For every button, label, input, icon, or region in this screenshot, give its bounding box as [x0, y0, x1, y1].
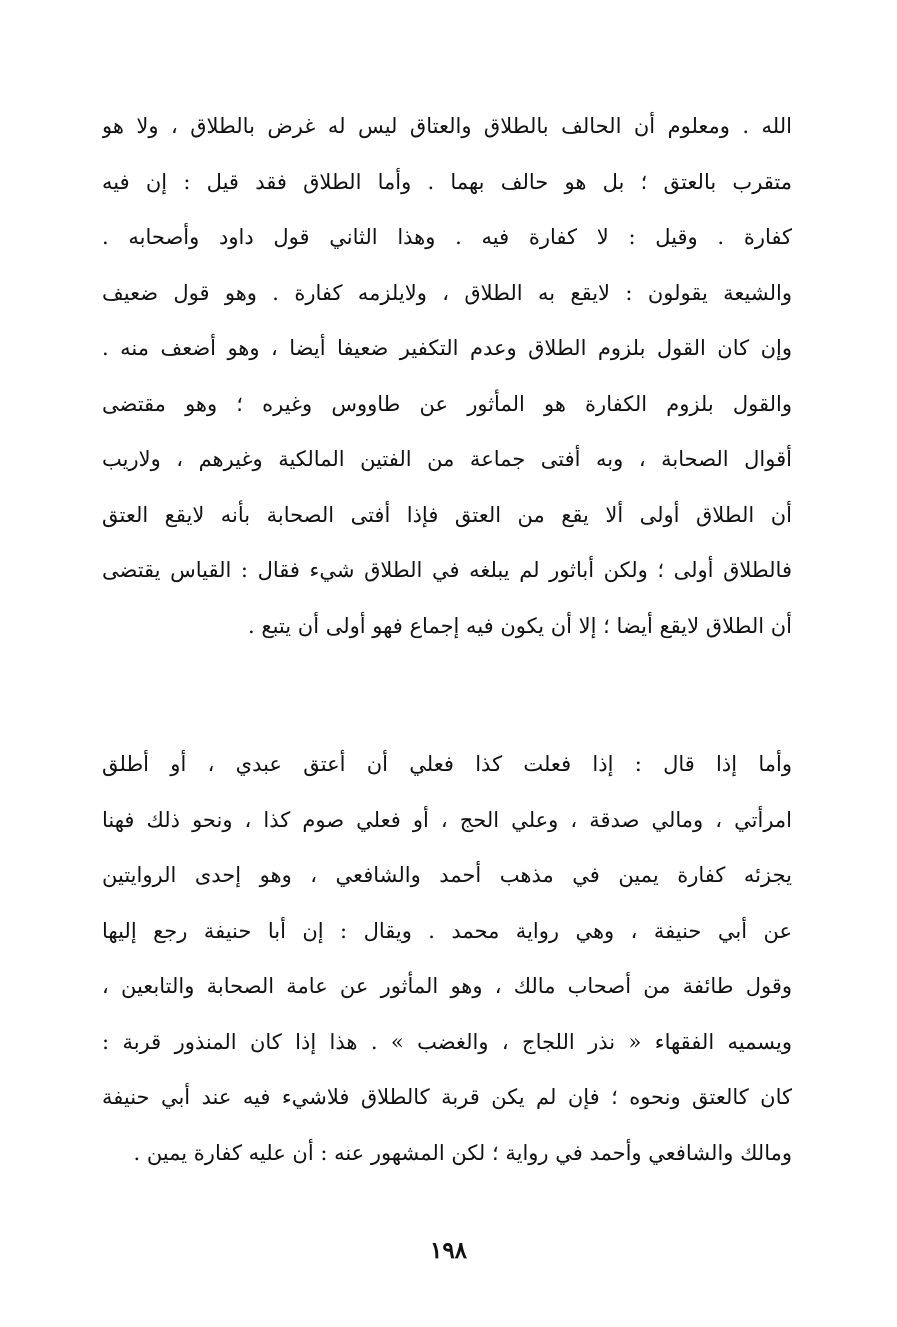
text-line: أن الطلاق أولى ألا يقع من العتق فإذا أفتى الصحابة بأنه لايقع العتق	[102, 502, 792, 527]
text-line: وقول طائفة من أصحاب مالك ، وهو المأثور عن عامة الصحابة والتابعين ،	[102, 974, 792, 998]
text-line: عن أبي حنيفة ، وهي رواية محمد . ويقال : إن أبا حنيفة رجع إليها	[102, 918, 792, 943]
text-line: الله . ومعلوم أن الحالف بالطلاق والعتاق ليس له غرض بالطلاق ، ولا هو	[102, 114, 792, 138]
text-line: كان كالعتق ونحوه ؛ فإن لم يكن قربة كالطلاق فلاشيء فيه عند أبي حنيفة	[102, 1085, 792, 1109]
page-number: ١٩٨	[429, 1237, 468, 1264]
text-line: أقوال الصحابة ، وبه أفتى جماعة من الفتين المالكية وغيرهم ، ولاريب	[102, 447, 792, 471]
text-line: فالطلاق أولى ؛ ولكن أباثور لم يبلغه في الطلاق شيء فقال : القياس يقتضى	[102, 558, 792, 582]
text-line: والقول بلزوم الكفارة هو المأثور عن طاووس وغيره ؛ وهو مقتضى	[102, 391, 792, 416]
text-line: ومالك والشافعي وأحمد في رواية ؛ لكن المشهور عنه : أن عليه كفارة يمين .	[133, 1140, 792, 1165]
text-line: متقرب بالعتق ؛ بل هو حالف بهما . وأما الطلاق فقد قيل : إن فيه	[102, 169, 792, 194]
text-line: أن الطلاق لايقع أيضا ؛ إلا أن يكون فيه إجماع فهو أولى أن يتبع .	[248, 613, 792, 638]
text-line: ويسميه الفقهاء « نذر اللجاج ، والغضب » . هذا إذا كان المنذور قربة :	[102, 1029, 792, 1054]
text-line: كفارة . وقيل : لا كفارة فيه . وهذا الثاني قول داود وأصحابه .	[102, 225, 792, 249]
text-line: وإن كان القول بلزوم الطلاق وعدم التكفير ضعيفا أيضا ، وهو أضعف منه .	[102, 336, 792, 360]
text-line: امرأتي ، ومالي صدقة ، وعلي الحج ، أو فعلي صوم كذا ، ونحو ذلك فهنا	[102, 807, 792, 832]
paragraph-1	[102, 99, 792, 654]
text-line: والشيعة يقولون : لايقع به الطلاق ، ولايلزمه كفارة . وهو قول ضعيف	[102, 280, 792, 305]
text-line: يجزئه كفارة يمين في مذهب أحمد والشافعي ، وهو إحدى الروايتين	[102, 863, 792, 887]
paragraph-2	[102, 737, 792, 1181]
text-line: وأما إذا قال : إذا فعلت كذا فعلي أن أعتق عبدي ، أو أطلق	[102, 752, 792, 776]
